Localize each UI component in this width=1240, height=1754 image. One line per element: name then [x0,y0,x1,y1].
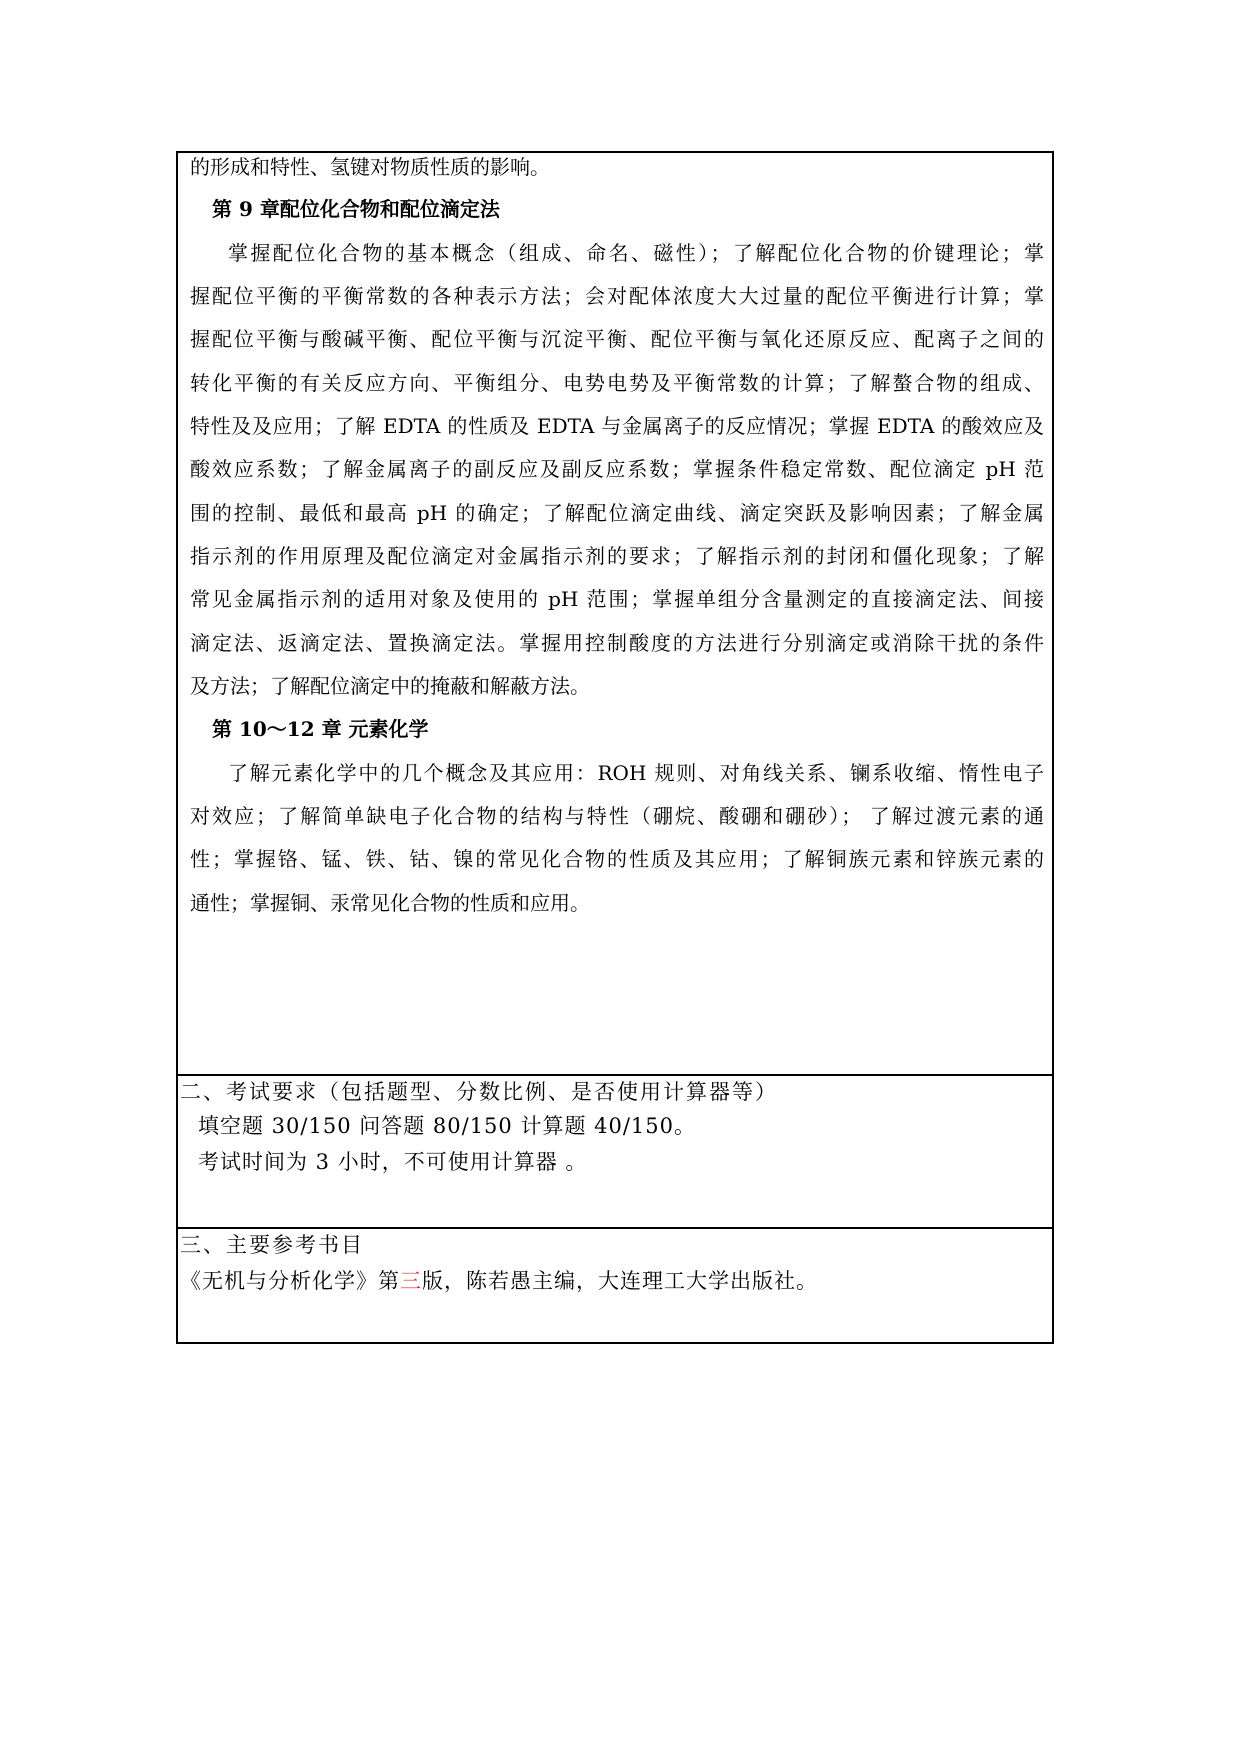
exam-syllabus-table [176,151,1054,1344]
text-line: 握配位平衡的平衡常数的各种表示方法；会对配体浓度大大过量的配位平衡进行计算；掌 [190,284,1044,308]
text-line: 掌握配位化合物的基本概念（组成、命名、磁性）；了解配位化合物的价键理论；掌 [228,241,1044,265]
text-line: 及方法；了解配位滴定中的掩蔽和解蔽方法。 [190,674,590,698]
text-line: 转化平衡的有关反应方向、平衡组分、电势电势及平衡常数的计算；了解螯合物的组成、 [190,371,1044,395]
exam-requirements-section [178,1076,1052,1229]
text-line: 围的控制、最低和最高 pH 的确定；了解配位滴定曲线、滴定突跃及影响因素；了解金属 [190,501,1044,525]
text-line: 通性；掌握铜、汞常见化合物的性质和应用。 [190,891,590,915]
text-line: 酸效应系数；了解金属离子的副反应及副反应系数；掌握条件稳定常数、配位滴定 pH 范 [190,457,1044,481]
reference-books-section [178,1229,1052,1344]
text-line: 对效应；了解简单缺电子化合物的结构与特性（硼烷、酸硼和硼砂）； 了解过渡元素的通 [190,804,1044,828]
text-line: 滴定法、返滴定法、置换滴定法。掌握用控制酸度的方法进行分别滴定或消除干扰的条件 [190,631,1044,655]
section-heading: 三、主要参考书目 [180,1233,364,1257]
question-types-line: 填空题 30/150 问答题 80/150 计算题 40/150。 [198,1114,697,1138]
text-line: 的形成和特性、氢键对物质性质的影响。 [190,155,550,179]
text-line: 特性及及应用；了解 EDTA 的性质及 EDTA 与金属离子的反应情况；掌握 EDTA 的酸效应及 [190,414,1044,438]
text-line: 指示剂的作用原理及配位滴定对金属指示剂的要求；了解指示剂的封闭和僵化现象；了解 [190,544,1044,568]
exam-time-line: 考试时间为 3 小时，不可使用计算器 。 [198,1150,588,1174]
text-line: 常见金属指示剂的适用对象及使用的 pH 范围；掌握单组分含量测定的直接滴定法、间接 [190,587,1044,611]
section-heading: 二、考试要求（包括题型、分数比例、是否使用计算器等） [180,1080,778,1104]
edition-highlight: 三 [400,1269,422,1293]
reference-text: 《无机与分析化学》第 [180,1269,400,1293]
reference-book-line [180,1267,818,1295]
text-line: 性；掌握铬、锰、铁、钴、镍的常见化合物的性质及其应用；了解铜族元素和锌族元素的 [190,847,1044,871]
reference-text: 版，陈若愚主编，大连理工大学出版社。 [422,1269,818,1293]
chapter-heading: 第 9 章配位化合物和配位滴定法 [212,197,500,221]
chapter-heading: 第 10～12 章 元素化学 [212,717,429,741]
exam-content-section [178,153,1052,1076]
text-line: 了解元素化学中的几个概念及其应用：ROH 规则、对角线关系、镧系收缩、惰性电子 [228,761,1044,785]
text-line: 握配位平衡与酸碱平衡、配位平衡与沉淀平衡、配位平衡与氧化还原反应、配离子之间的 [190,327,1044,351]
